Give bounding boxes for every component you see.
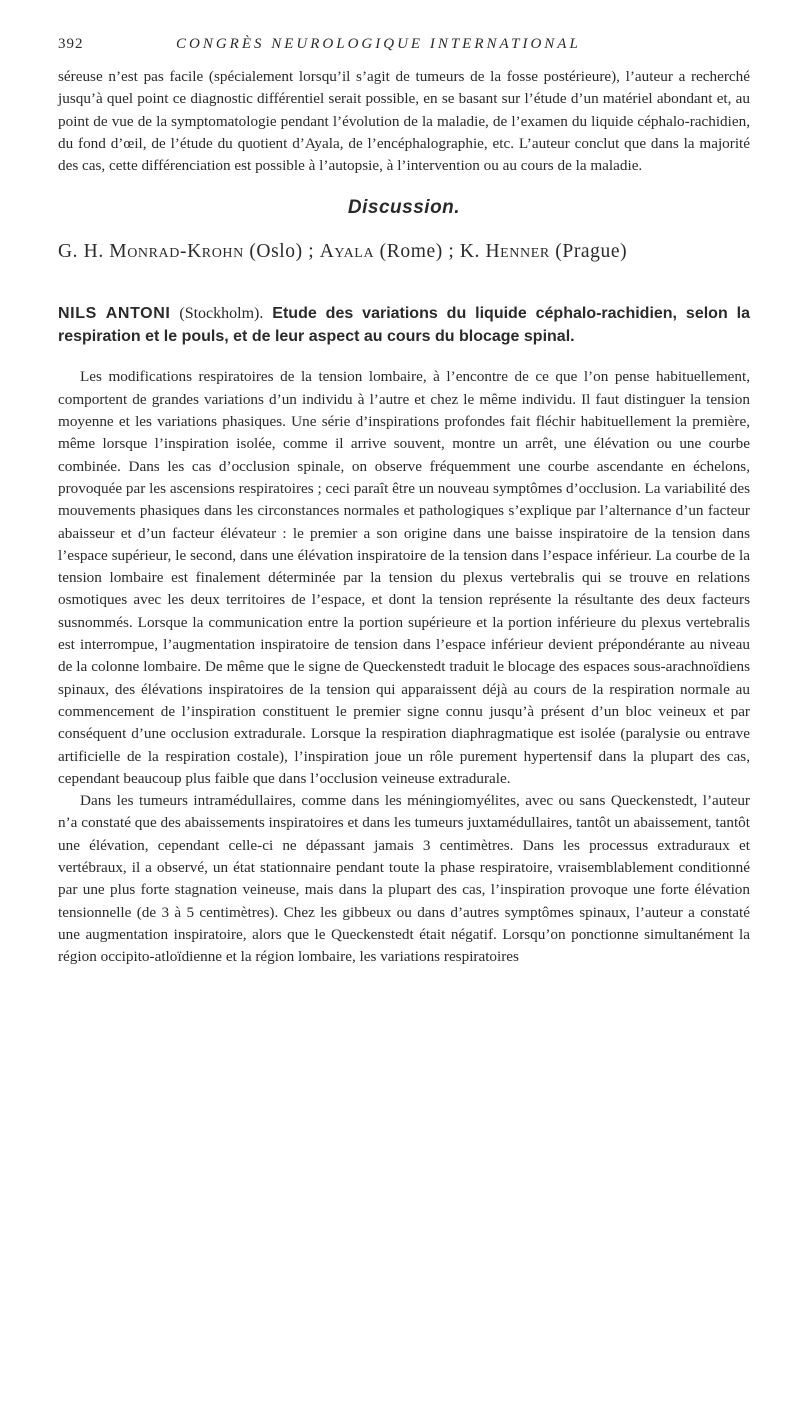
participant-name: G. H. Monrad-Krohn xyxy=(58,241,244,263)
abstract-author: NILS ANTONI xyxy=(58,305,171,323)
participant-name: K. Henner xyxy=(459,241,550,263)
participant-place: (Oslo) xyxy=(249,241,303,263)
journal-title: CONGRÈS NEUROLOGIQUE INTERNATIONAL xyxy=(176,36,581,52)
intro-paragraph: séreuse n’est pas facile (spécialement lorsqu’il s’agit de tumeurs de la fosse postérieure), l’auteur a recherché jusqu’à quel point ce diagnostic différentiel serait possible, en se basant sur l’étude d’un matériel abondant et, au point de vue de la symptomatologie pendant l’évolution de la maladie, de l’examen du liquide céphalo-rachidien, du fond d’œil, de l’étude du quotient d’Ayala, de l’encéphalographie, etc. L’auteur conclut que dans la majorité des cas, cette différenciation est possible à l’autopsie, à l’intervention ou au cours de la maladie. xyxy=(58,68,750,175)
participant-place: (Rome) xyxy=(379,241,443,263)
abstract-body xyxy=(58,366,750,968)
discussion-participants xyxy=(58,241,750,263)
separator: ; xyxy=(308,241,315,263)
running-header xyxy=(58,36,750,66)
participant-name: Ayala xyxy=(319,241,375,263)
page-number: 392 xyxy=(58,36,84,52)
participant-place: (Prague) xyxy=(555,241,628,263)
abstract-affiliation: (Stockholm). xyxy=(179,305,264,323)
separator: ; xyxy=(448,241,455,263)
body-paragraph: Dans les tumeurs intramédullaires, comme dans les méningiomyélites, avec ou sans Queckenstedt, l’auteur n’a constaté que des abaissements inspiratoires et dans les tumeurs juxtamédullaires, tantôt un abaissement, tantôt une élévation, cependant celle-ci ne dépassant jamais 3 centimètres. Dans les processus extraduraux et vertébraux, il a observé, un état stationnaire pendant toute la phase respiratoire, vraisemblablement conditionné par une plus forte stagnation veineuse, mais dans la plupart des cas, l’inspiration provoque une forte élévation tensionnelle (de 3 à 5 centimètres). Chez les gibbeux ou dans d’autres symptômes spinaux, l’auteur a constaté une augmentation inspiratoire, alors que le Queckenstedt était négatif. Lorsqu’on ponctionne simultanément la région occipito-atloïdienne et la région lombaire, les variations respiratoires xyxy=(58,792,750,966)
discussion-heading: Discussion. xyxy=(347,197,461,219)
abstract-title-block xyxy=(58,303,750,348)
journal-page xyxy=(58,36,750,969)
body-paragraph: Les modifications respiratoires de la tension lombaire, à l’encontre de ce que l’on pense habituellement, comportent de grandes variations d’un individu à l’autre et chez le même individu. Il faut distinguer la tension moyenne et les variations phasiques. Une série d’inspirations profondes fait fléchir habituellement la première, même lorsque l’inspiration isolée, comme il arrive souvent, montre un arrêt, une élévation ou une courbe combinée. Dans les cas d’occlusion spinale, on observe fréquemment une courbe ascendante en échelons, provoquée par les ascensions respiratoires ; ceci paraît être un nouveau symptômes d’occlusion. La variabilité des mouvements phasiques dans les circonstances normales et pathologiques s’explique par l’alternance d’un facteur abaisseur et d’un facteur élévateur : le premier a son origine dans une baisse inspiratoire de la tension dans l’espace supérieur, le second, dans une élévation inspiratoire de la tension dans l’espace inférieur. La courbe de la tension lombaire est finalement déterminée par la tension du plexus vertebralis qui se trouve en relations osmotiques avec les deux territoires de l’espace, et dont la tension représente la résultante des deux facteurs susnommés. Lorsque la communication entre la portion supérieure et la portion inférieure du plexus vertebralis est interrompue, l’augmentation inspiratoire de tension dans l’espace inférieur devient prépondérante au niveau de la colonne lombaire. De même que le signe de Queckenstedt traduit le blocage des espaces sous-arachnoïdiens spinaux, des élévations inspiratoires de la tension qui apparaissent déjà au cours de la respiration normale au commencement de l’inspiration constituent le premier signe connu jusqu’à présent d’un bloc veineux et par conséquent d’une occlusion extradurale. Lorsque la respiration diaphragmatique est isolée (paralysie ou entrave artificielle de la respiration costale), l’inspiration joue un rôle purement hypertensif dans la plupart des cas, cependant beaucoup plus faible que dans l’occlusion veineuse extradurale. xyxy=(58,368,750,787)
abstract-title: Etude des variations du liquide céphalo-rachidien, selon la respiration et le pouls, et de leur aspect au cours du blocage spinal. xyxy=(58,305,750,345)
